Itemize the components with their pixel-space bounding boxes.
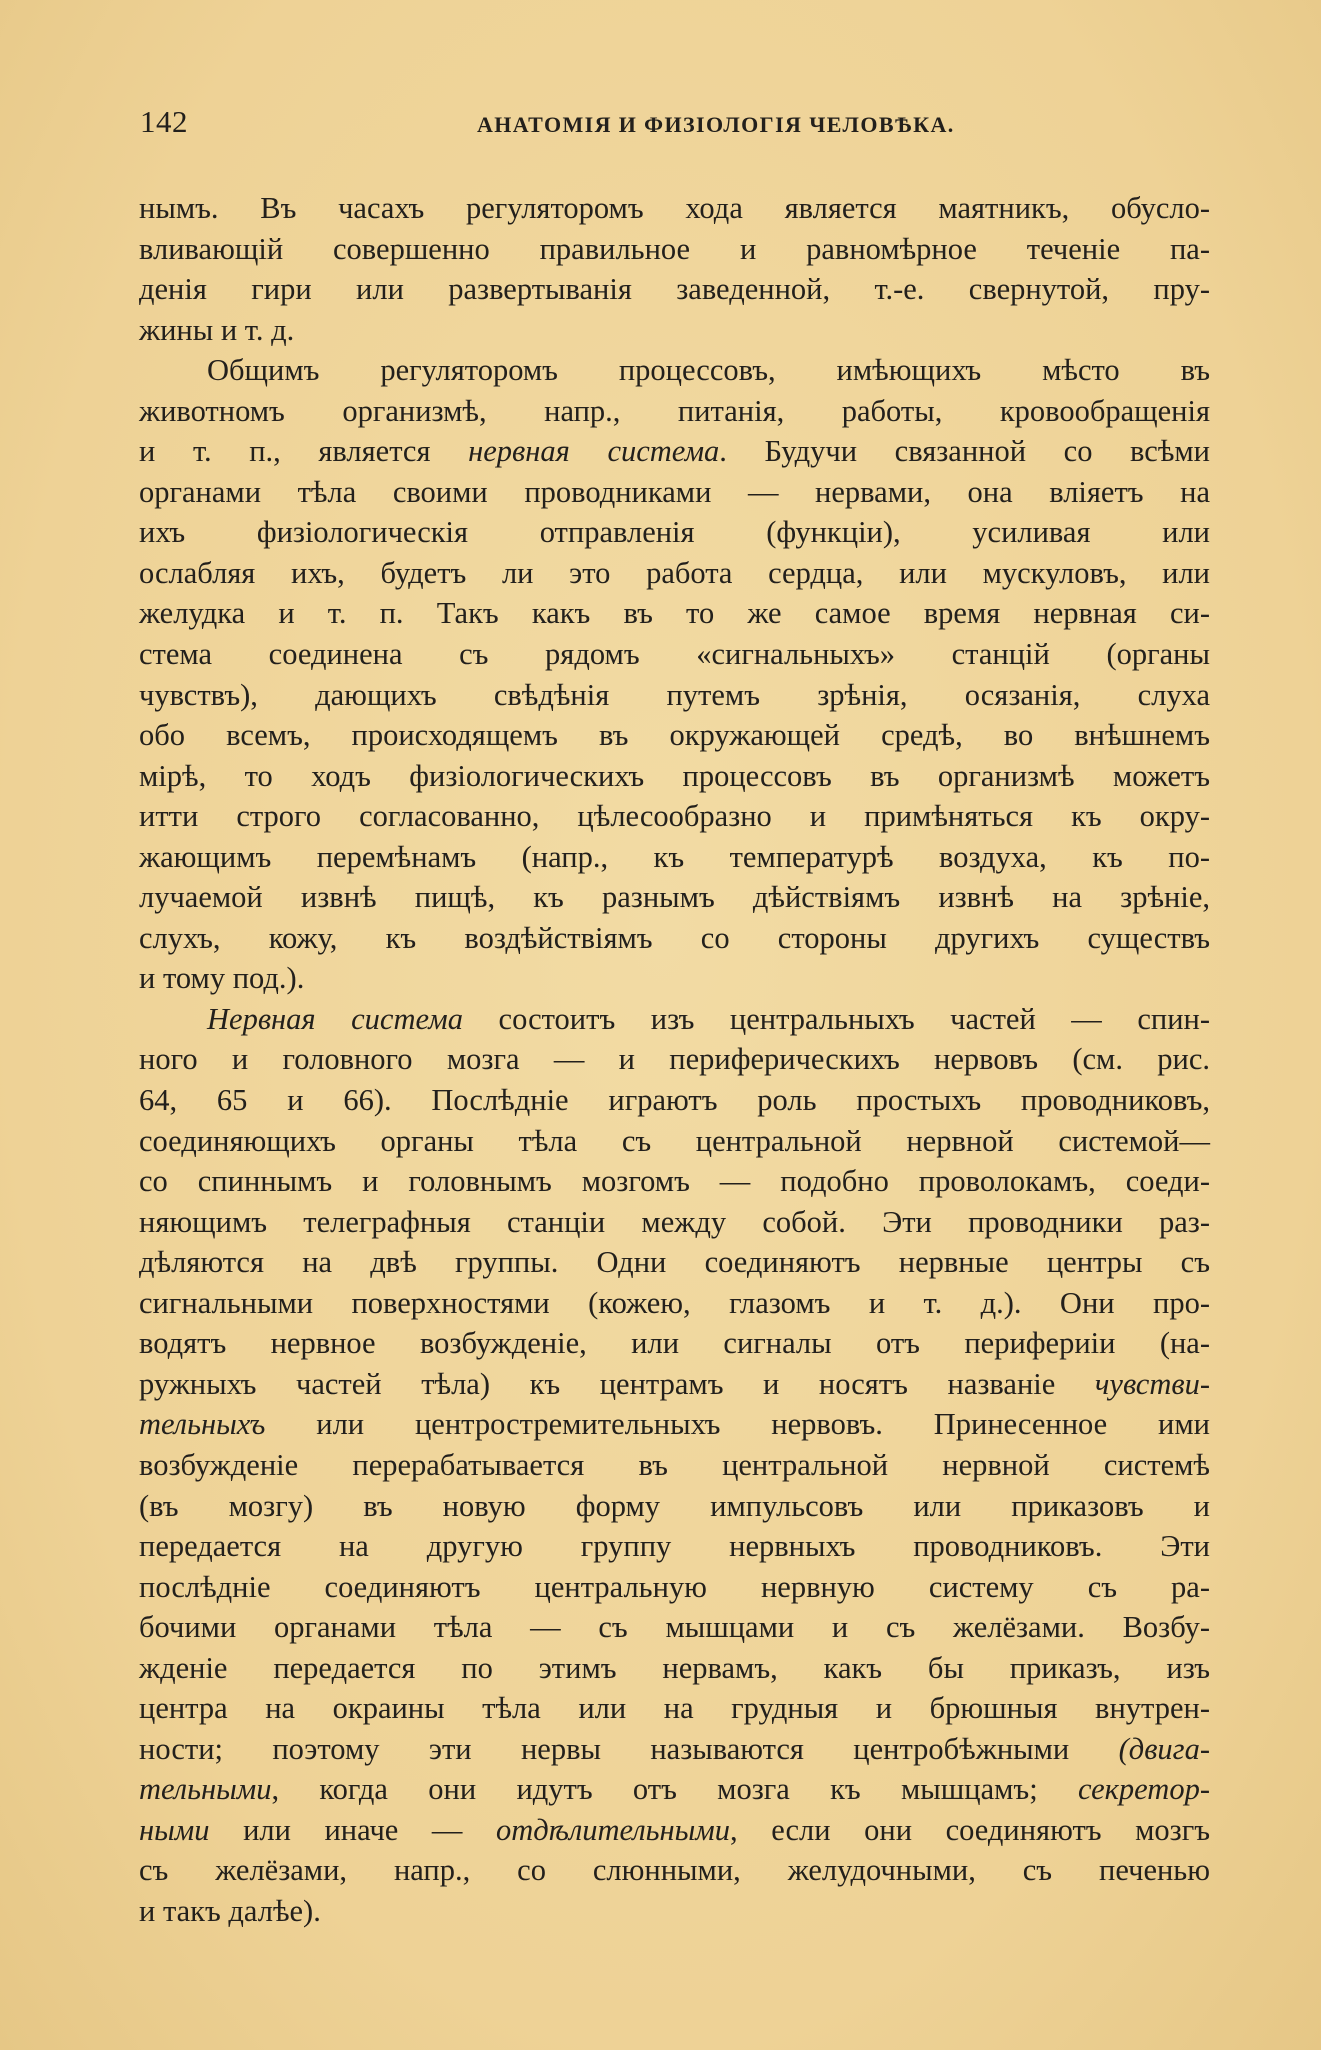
- text-line: желудка и т. п. Такъ какъ въ то же самое время нервная си-: [139, 596, 1210, 631]
- running-header: [140, 104, 1210, 144]
- text-line: центра на окраины тѣла или на грудныя и брюшныя внутрен-: [139, 1691, 1210, 1726]
- text-line: вливающій совершенно правильное и равномѣрное теченіе па-: [139, 231, 1210, 266]
- text-line: обо всемъ, происходящемъ въ окружающей средѣ, во внѣшнемъ: [139, 718, 1210, 753]
- text-line: Нервная система состоитъ изъ центральныхъ частей — спин-: [207, 1001, 1210, 1036]
- text-line: животномъ организмѣ, напр., питанія, работы, кровообращенія: [139, 393, 1210, 428]
- text-line: Общимъ регуляторомъ процессовъ, имѣющихъ мѣсто въ: [207, 353, 1210, 388]
- text-line: жающимъ перемѣнамъ (напр., къ температурѣ воздуха, къ по-: [139, 839, 1210, 874]
- text-line: бочими органами тѣла — съ мышцами и съ желёзами. Возбу-: [139, 1610, 1210, 1645]
- text-line: возбужденіе перерабатывается въ центральной нервной системѣ: [139, 1447, 1210, 1482]
- text-line: ными или иначе — отдѣлительными, если они соединяютъ мозгъ: [139, 1812, 1210, 1847]
- text-line: няющимъ телеграфныя станціи между собой. Эти проводники раз-: [139, 1204, 1210, 1239]
- text-line: и такъ далѣе).: [139, 1893, 321, 1928]
- text-line: итти строго согласованно, цѣлесообразно и примѣняться къ окру-: [139, 799, 1210, 834]
- text-line: жденіе передается по этимъ нервамъ, какъ бы приказъ, изъ: [139, 1650, 1210, 1685]
- paragraph-1: [139, 188, 1210, 350]
- text-line: тельными, когда они идутъ отъ мозга къ мышцамъ; секретор-: [139, 1772, 1210, 1807]
- running-title: АНАТОМІЯ И ФИЗІОЛОГІЯ ЧЕЛОВѢКА.: [477, 112, 955, 137]
- text-line: 64, 65 и 66). Послѣдніе играютъ роль простыхъ проводниковъ,: [139, 1083, 1210, 1118]
- text-line: и тому под.).: [139, 961, 305, 996]
- text-line: денія гири или развертыванія заведенной, т.-е. свернутой, пру-: [139, 272, 1210, 307]
- text-line: ного и головного мозга — и периферическихъ нервовъ (см. рис.: [139, 1042, 1210, 1077]
- text-line: соединяющихъ органы тѣла съ центральной нервной системой—: [139, 1123, 1210, 1158]
- paragraph-2: [139, 350, 1210, 999]
- text-line: жины и т. д.: [139, 312, 295, 347]
- page-number: 142: [140, 104, 188, 139]
- text-line: послѣдніе соединяютъ центральную нервную систему съ ра-: [139, 1569, 1210, 1604]
- text-line: дѣляются на двѣ группы. Одни соединяютъ нервные центры съ: [139, 1245, 1210, 1280]
- body-text: [139, 188, 1210, 1932]
- text-line: мірѣ, то ходъ физіологическихъ процессовъ въ организмѣ можетъ: [139, 758, 1210, 793]
- text-line: ружныхъ частей тѣла) къ центрамъ и носятъ названіе чувстви-: [139, 1366, 1210, 1401]
- text-line: (въ мозгу) въ новую форму импульсовъ или приказовъ и: [139, 1488, 1210, 1523]
- text-line: со спиннымъ и головнымъ мозгомъ — подобно проволокамъ, соеди-: [139, 1164, 1210, 1199]
- text-line: сигнальными поверхностями (кожею, глазомъ и т. д.). Они про-: [139, 1285, 1210, 1320]
- text-line: стема соединена съ рядомъ «сигнальныхъ» станцій (органы: [139, 637, 1210, 672]
- text-line: ности; поэтому эти нервы называются центробѣжными (двига-: [139, 1731, 1210, 1766]
- text-line: лучаемой извнѣ пищѣ, къ разнымъ дѣйствіямъ извнѣ на зрѣніе,: [139, 880, 1210, 915]
- text-line: водятъ нервное возбужденіе, или сигналы отъ перифериіи (на-: [139, 1326, 1210, 1361]
- text-line: съ желёзами, напр., со слюнными, желудочными, съ печенью: [139, 1853, 1210, 1888]
- text-line: передается на другую группу нервныхъ проводниковъ. Эти: [139, 1529, 1210, 1564]
- text-line: нымъ. Въ часахъ регуляторомъ хода является маятникъ, обусло-: [139, 191, 1210, 225]
- text-line: органами тѣла своими проводниками — нервами, она вліяетъ на: [139, 474, 1210, 509]
- text-line: тельныхъ или центростремительныхъ нервовъ. Принесенное ими: [139, 1407, 1210, 1442]
- text-line: ихъ физіологическія отправленія (функціи), усиливая или: [139, 515, 1210, 550]
- text-line: чувствъ), дающихъ свѣдѣнія путемъ зрѣнія, осязанія, слуха: [139, 677, 1210, 712]
- text-line: слухъ, кожу, къ воздѣйствіямъ со стороны другихъ существъ: [139, 920, 1210, 955]
- paragraph-3: [139, 999, 1210, 1932]
- text-line: ослабляя ихъ, будетъ ли это работа сердца, или мускуловъ, или: [139, 555, 1210, 590]
- text-line: и т. п., является нервная система. Будучи связанной со всѣми: [139, 434, 1210, 469]
